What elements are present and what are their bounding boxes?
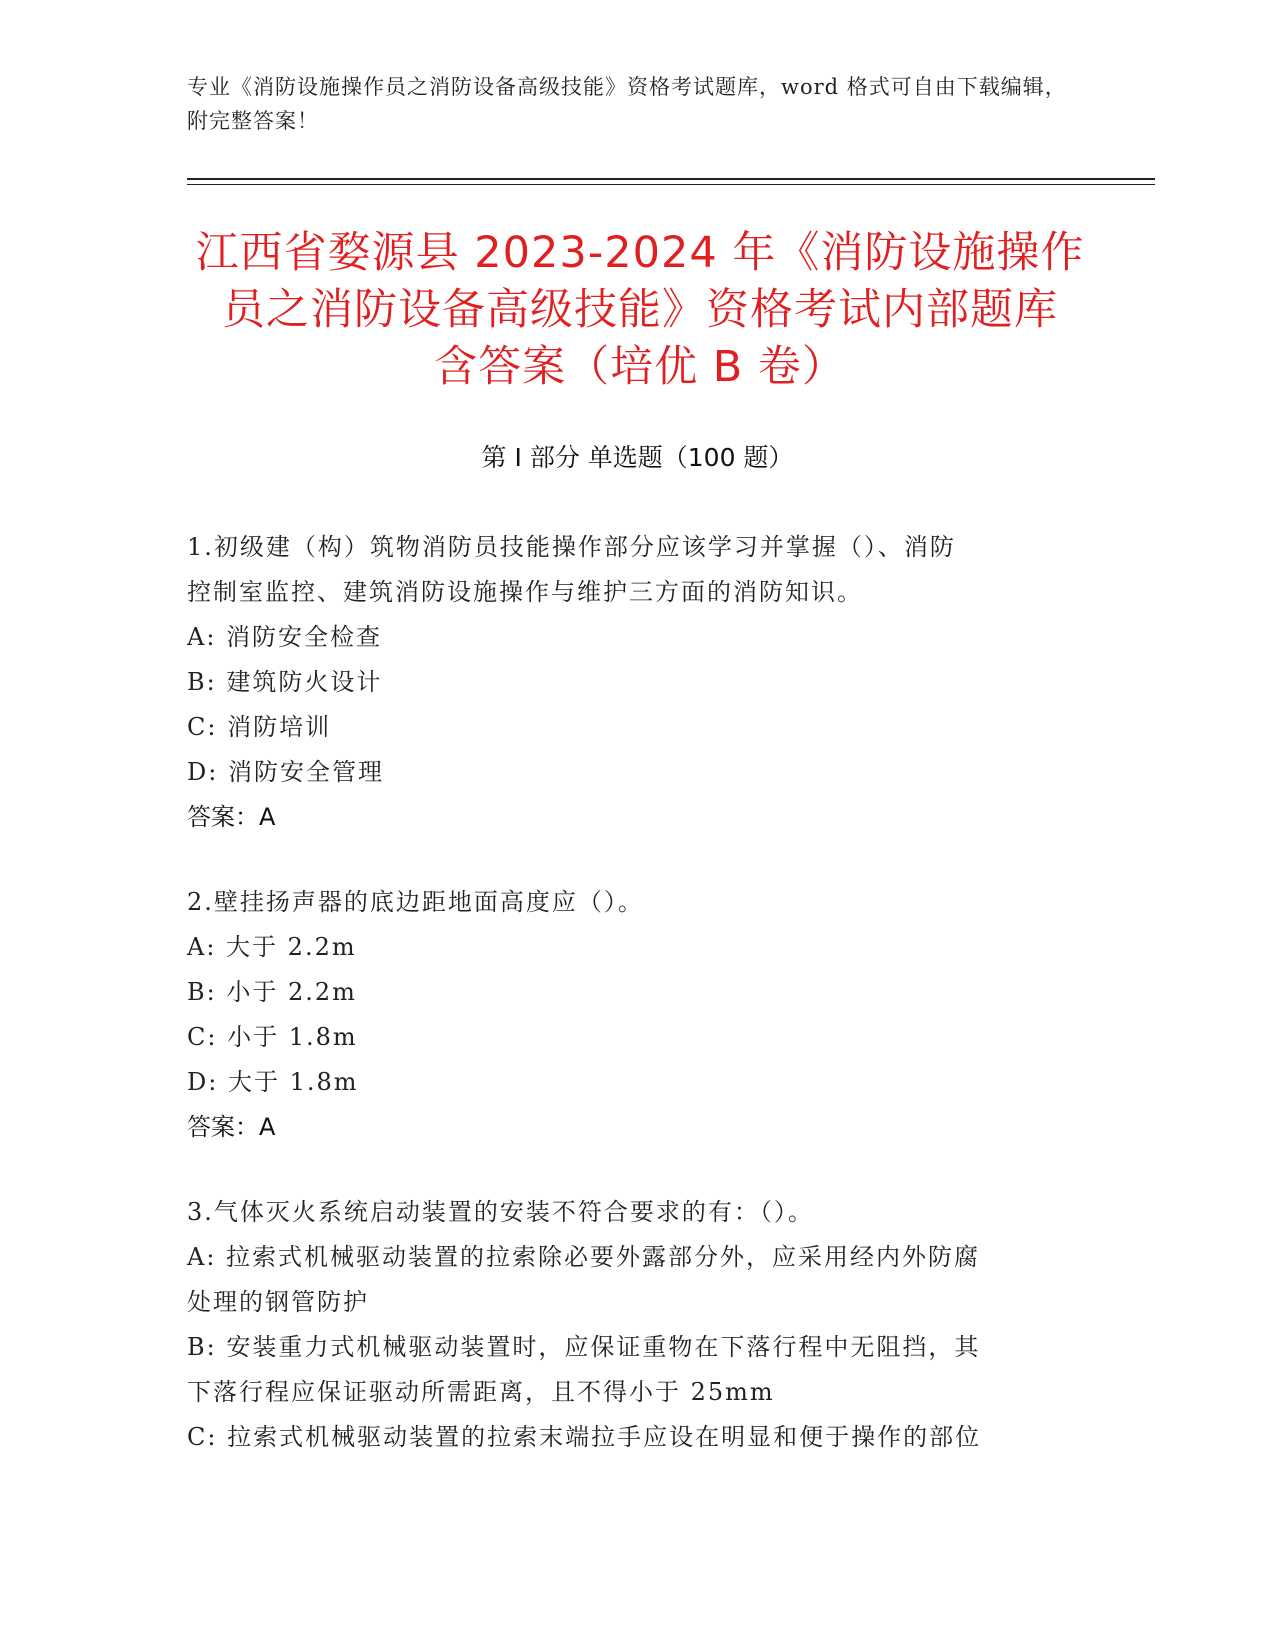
question-item [187,880,1082,1150]
option-b-continued: 下落行程应保证驱动所需距离，且不得小于 25mm [187,1378,775,1406]
option-a: A: 拉索式机械驱动装置的拉索除必要外露部分外，应采用经内外防腐 [187,1243,981,1271]
option-b: B: 安装重力式机械驱动装置时，应保证重物在下落行程中无阻挡，其 [187,1333,981,1361]
title-line: 员之消防设备高级技能》资格考试内部题库 [222,285,1058,335]
question-item [187,525,1082,840]
header-divider [187,178,1155,180]
answer-line: 答案：A [187,803,276,831]
question-stem: 3.气体灭火系统启动装置的安装不符合要求的有：（）。 [187,1198,814,1226]
question-stem: 2.壁挂扬声器的底边距地面高度应（）。 [187,888,644,916]
option-c: C: 小于 1.8m [187,1023,358,1051]
answer-line: 答案：A [187,1113,276,1141]
question-list [187,525,1082,1500]
title-line: 含答案（培优 B 卷） [434,342,846,392]
option-c: C: 拉索式机械驱动装置的拉索末端拉手应设在明显和便于操作的部位 [187,1423,982,1451]
document-title [160,225,1120,396]
option-b: B: 小于 2.2m [187,978,357,1006]
question-stem: 1.初级建（构）筑物消防员技能操作部分应该学习并掌握（）、消防 [187,533,956,561]
option-a: A: 消防安全检查 [187,623,383,651]
option-c: C: 消防培训 [187,713,332,741]
section-title: 第 I 部分 单选题（100 题） [481,443,794,472]
question-item [187,1190,1082,1460]
header-note: 专业《消防设施操作员之消防设备高级技能》资格考试题库，word 格式可自由下载编辑，附完整答案！ [187,75,1067,133]
title-line: 江西省婺源县 2023-2024 年《消防设施操作 [195,228,1085,278]
option-d: D: 消防安全管理 [187,758,384,786]
option-a: A: 大于 2.2m [187,933,357,961]
option-a-continued: 处理的钢管防护 [187,1288,369,1316]
question-stem: 控制室监控、建筑消防设施操作与维护三方面的消防知识。 [187,578,863,606]
header-divider-thin [187,184,1155,185]
option-d: D: 大于 1.8m [187,1068,359,1096]
option-b: B: 建筑防火设计 [187,668,383,696]
